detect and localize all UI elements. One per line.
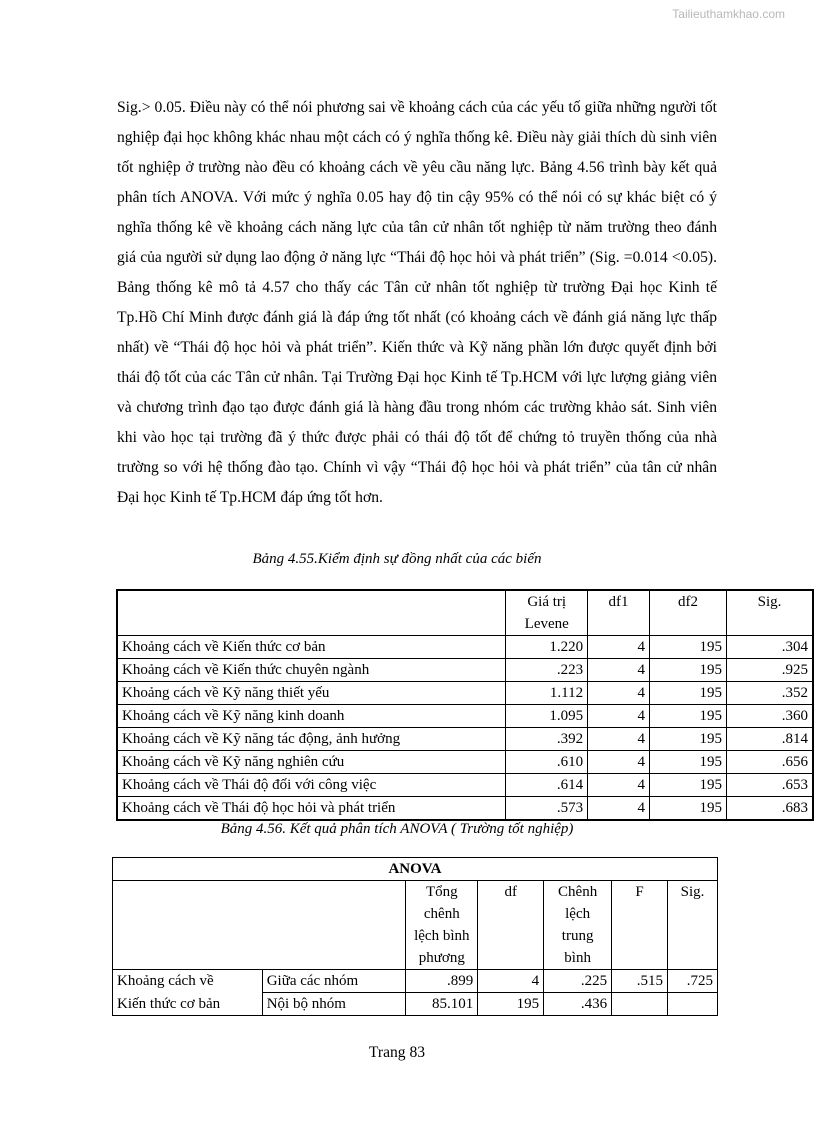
df1-value: 4 (588, 797, 650, 821)
row-label: Khoảng cách về Kỹ năng nghiên cứu (117, 751, 506, 774)
header-levene: Giá trị Levene (506, 590, 588, 636)
sig-value: .304 (727, 636, 813, 659)
sig-value: .925 (727, 659, 813, 682)
header-df: df (478, 881, 544, 970)
levene-value: .610 (506, 751, 588, 774)
row-label: Khoảng cách về Thái độ đối với công việc (117, 774, 506, 797)
df2-value: 195 (649, 682, 726, 705)
header-sig: Sig. (727, 590, 813, 636)
row-label: Khoảng cách về Kỹ năng tác động, ảnh hưởng (117, 728, 506, 751)
table-row (117, 659, 813, 682)
df1-value: 4 (588, 682, 650, 705)
header-df1: df1 (588, 590, 650, 636)
df2-value: 195 (649, 797, 726, 821)
df2-value: 195 (649, 751, 726, 774)
df-value: 4 (478, 970, 544, 993)
levene-value: .392 (506, 728, 588, 751)
header-empty-cell (113, 881, 406, 970)
table-4-56-caption: Bảng 4.56. Kết quả phân tích ANOVA ( Trường tốt nghiệp) (220, 821, 574, 837)
page-number: Trang 83 (368, 1044, 426, 1061)
header-df2: df2 (649, 590, 726, 636)
df1-value: 4 (588, 705, 650, 728)
df1-value: 4 (588, 636, 650, 659)
df2-value: 195 (649, 659, 726, 682)
sig-value: .814 (727, 728, 813, 751)
f-value (612, 993, 668, 1016)
anova-table (112, 857, 718, 1016)
sig-value: .683 (727, 797, 813, 821)
sig-value: .653 (727, 774, 813, 797)
row-label-line1: Khoảng cách về (113, 970, 263, 993)
anova-title: ANOVA (113, 858, 718, 881)
table-4-55-caption: Bảng 4.55.Kiểm định sự đồng nhất của các biến (252, 551, 542, 567)
row-label: Khoảng cách về Kỹ năng thiết yếu (117, 682, 506, 705)
df1-value: 4 (588, 774, 650, 797)
table-row (117, 728, 813, 751)
header-sum-squares: Tổng chênh lệch bình phương (406, 881, 478, 970)
f-value: .515 (612, 970, 668, 993)
levene-value: 1.095 (506, 705, 588, 728)
header-empty-cell (117, 590, 506, 636)
group-label: Nội bộ nhóm (262, 993, 406, 1016)
df2-value: 195 (649, 728, 726, 751)
df2-value: 195 (649, 774, 726, 797)
sig-value: .725 (668, 970, 718, 993)
df-value: 195 (478, 993, 544, 1016)
levene-value: .614 (506, 774, 588, 797)
table-row (113, 970, 718, 993)
sum-squares-value: .899 (406, 970, 478, 993)
df1-value: 4 (588, 728, 650, 751)
watermark: Tailieuthamkhao.com (672, 7, 785, 21)
table-header-row (117, 590, 813, 636)
table-row (117, 705, 813, 728)
anova-header-row (113, 881, 718, 970)
anova-title-row (113, 858, 718, 881)
row-label-line2: Kiến thức cơ bản (113, 993, 263, 1016)
sig-value: .360 (727, 705, 813, 728)
levene-value: .223 (506, 659, 588, 682)
sig-value: .656 (727, 751, 813, 774)
df1-value: 4 (588, 659, 650, 682)
levene-test-table (116, 589, 814, 821)
levene-value: 1.220 (506, 636, 588, 659)
body-paragraph: Sig.> 0.05. Điều này có thể nói phương sai về khoảng cách của các yếu tố giữa những người tốt nghiệp đại học không khác nhau một cách có ý nghĩa thống kê. Điều này giải thích dù sinh viên tốt nghiệp ở trường nào đều có khoảng cách về yêu cầu năng lực. Bảng 4.56 trình bày kết quả phân tích ANOVA. Với mức ý nghĩa 0.05 hay độ tin cậy 95% có thể nói có sự khác biệt có ý nghĩa thống kê về khoảng cách năng lực của tân cử nhân tốt nghiệp từ năm trường theo đánh giá của người sử dụng lao động ở năng lực “Thái độ học hỏi và phát triển” (Sig. =0.014 <0.05). Bảng thống kê mô tả 4.57 cho thấy các Tân cử nhân tốt nghiệp từ trường Đại học Kinh tế Tp.Hồ Chí Minh được đánh giá là đáp ứng tốt nhất (có khoảng cách về đánh giá năng lực thấp nhất) về “Thái độ học hỏi và phát triển”. Kiến thức và Kỹ năng phần lớn được quyết định bởi thái độ tốt của các Tân cử nhân. Tại Trường Đại học Kinh tế Tp.HCM với lực lượng giảng viên và chương trình đạo tạo được đánh giá là hàng đầu trong nhóm các trường khảo sát. Sinh viên khi vào học tại trường đã ý thức được phải có thái độ tốt để chứng tỏ truyền thống của nhà trường so với hệ thống đào tạo. Chính vì vậy “Thái độ học hỏi và phát triển” của tân cử nhân Đại học Kinh tế Tp.HCM đáp ứng tốt hơn. (117, 99, 717, 506)
header-f: F (612, 881, 668, 970)
header-sig: Sig. (668, 881, 718, 970)
levene-value: .573 (506, 797, 588, 821)
row-label: Khoảng cách về Kỹ năng kinh doanh (117, 705, 506, 728)
table-row (117, 682, 813, 705)
sig-value (668, 993, 718, 1016)
row-label: Khoảng cách về Kiến thức cơ bản (117, 636, 506, 659)
table-row (117, 636, 813, 659)
table-row (113, 993, 718, 1016)
mean-square-value: .436 (544, 993, 612, 1016)
mean-square-value: .225 (544, 970, 612, 993)
sum-squares-value: 85.101 (406, 993, 478, 1016)
header-mean-square: Chênh lệch trung bình (544, 881, 612, 970)
df1-value: 4 (588, 751, 650, 774)
df2-value: 195 (649, 636, 726, 659)
table-row (117, 774, 813, 797)
sig-value: .352 (727, 682, 813, 705)
row-label: Khoảng cách về Kiến thức chuyên ngành (117, 659, 506, 682)
levene-value: 1.112 (506, 682, 588, 705)
table-row (117, 751, 813, 774)
df2-value: 195 (649, 705, 726, 728)
row-label: Khoảng cách về Thái độ học hỏi và phát triển (117, 797, 506, 821)
group-label: Giữa các nhóm (262, 970, 406, 993)
table-row (117, 797, 813, 821)
